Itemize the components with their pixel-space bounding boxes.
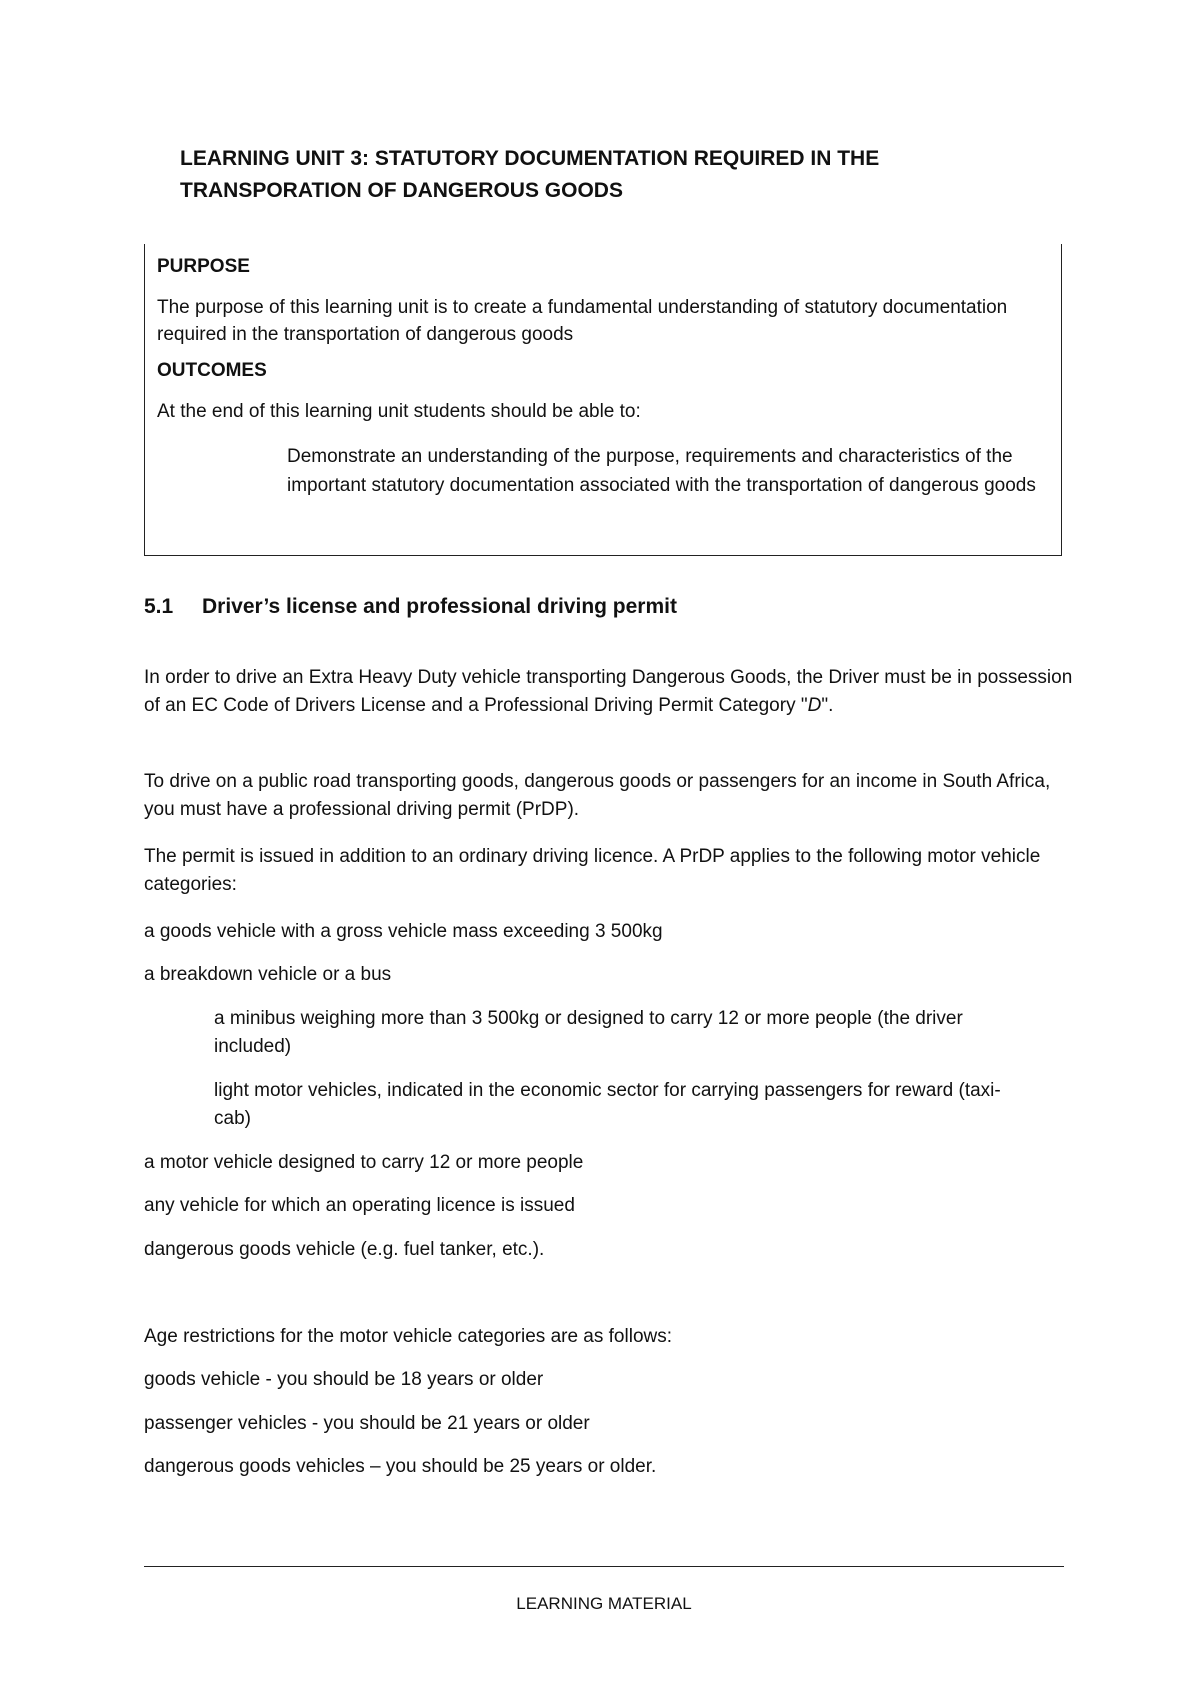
footer-label: LEARNING MATERIAL (516, 1594, 692, 1613)
section-heading (144, 595, 677, 619)
paragraph-license-end: ". (821, 695, 834, 716)
category-item: a breakdown vehicle or a bus (144, 964, 392, 985)
category-item: a goods vehicle with a gross vehicle mass exceeding 3 500kg (144, 921, 663, 942)
unit-title-line-2: TRANSPORATION OF DANGEROUS GOODS (180, 179, 623, 202)
purpose-text: The purpose of this learning unit is to create a fundamental understanding of statutory documentation required in the transportation of dangerous goods (157, 297, 1008, 345)
paragraph-license-text: In order to drive an Extra Heavy Duty vehicle transporting Dangerous Goods, the Driver must be in possession of an EC Code of Drivers License and a Professional Driving Permit Category " (144, 667, 1073, 716)
paragraph-permit-categories: The permit is issued in addition to an ordinary driving licence. A PrDP applies to the following motor vehicle categories: (144, 846, 1041, 895)
paragraph-prdp: To drive on a public road transporting goods, dangerous goods or passengers for an income in South Africa, you must have a professional driving permit (PrDP). (144, 771, 1051, 820)
age-restriction-item: passenger vehicles - you should be 21 years or older (144, 1413, 590, 1434)
category-item: dangerous goods vehicle (e.g. fuel tanker, etc.). (144, 1239, 545, 1260)
section-title: Driver’s license and professional driving permit (202, 595, 677, 618)
category-sub-item: light motor vehicles, indicated in the economic sector for carrying passengers for reward (taxi-cab) (214, 1080, 1001, 1129)
age-restrictions-intro: Age restrictions for the motor vehicle categories are as follows: (144, 1326, 673, 1347)
age-restriction-item: dangerous goods vehicles – you should be 25 years or older. (144, 1456, 657, 1477)
category-item: a motor vehicle designed to carry 12 or more people (144, 1152, 584, 1173)
purpose-heading: PURPOSE (157, 256, 250, 277)
unit-title (180, 143, 1080, 207)
paragraph-license-requirement (144, 664, 1074, 720)
outcome-item: Demonstrate an understanding of the purpose, requirements and characteristics of the important statutory documentation associated with the transportation of dangerous goods (287, 446, 1036, 496)
category-sub-item: a minibus weighing more than 3 500kg or designed to carry 12 or more people (the driver included) (214, 1008, 963, 1057)
age-restriction-item: goods vehicle - you should be 18 years or older (144, 1369, 544, 1390)
section-number: 5.1 (144, 595, 174, 618)
category-item: any vehicle for which an operating licence is issued (144, 1195, 575, 1216)
permit-category: D (807, 695, 822, 716)
unit-title-line-1: LEARNING UNIT 3: STATUTORY DOCUMENTATION REQUIRED IN THE (180, 147, 880, 170)
outcomes-intro: At the end of this learning unit students should be able to: (157, 401, 641, 422)
outcomes-heading: OUTCOMES (157, 360, 267, 381)
footer-divider (144, 1566, 1064, 1567)
purpose-outcomes-box (144, 244, 1062, 556)
